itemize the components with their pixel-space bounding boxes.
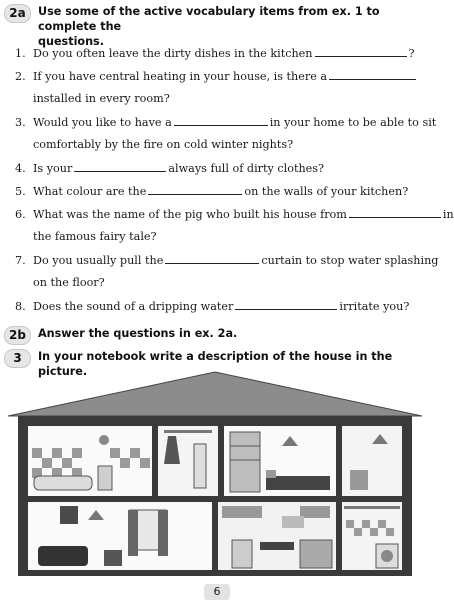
exercise-badge-2a: 2a [4,4,31,23]
question-text: Does the sound of a dripping water [33,300,234,313]
cooker [300,540,332,568]
question-4 [15,160,324,176]
question-number: 2. [15,70,26,83]
washbasin [98,466,112,490]
question-text: If you have central heating in your house, is there a [33,70,328,83]
question-number: 1. [15,47,26,60]
answer-blank[interactable] [148,183,242,195]
question-number: 7. [15,254,26,267]
question-8 [15,298,409,314]
exercise-3-instruction: In your notebook write a description of the house in the picture. [38,350,393,378]
question-text: Is your [33,162,73,175]
question-6 [15,206,454,222]
side-table [104,550,122,566]
question-text-end: in [442,208,454,221]
exercise-2a-header [4,4,435,49]
kitchen-table [260,542,294,550]
house-cross-section-illustration [0,370,435,582]
question-text-end: in your home to be able to sit [269,116,437,129]
question-text-end: on the walls of your kitchen? [244,185,409,198]
chair [232,540,252,568]
exercise-2b-header [4,326,237,345]
question-2 [15,68,418,84]
question-text-end: always full of dirty clothes? [168,162,325,175]
small-cabinet [350,470,368,490]
question-1 [15,45,415,61]
bathtub [34,476,92,490]
clothesline [344,506,400,509]
question-text: What was the name of the pig who built his house from [33,208,347,221]
question-text: Do you often leave the dirty dishes in the kitchen [33,47,313,60]
question-7-continuation: on the floor? [33,276,105,289]
bed [266,476,330,490]
question-number: 8. [15,300,26,313]
exercise-badge-2b: 2b [4,326,31,345]
exercise-badge-3: 3 [4,349,31,368]
question-3 [15,114,436,130]
kitchen-cabinets [222,506,262,518]
instruction-line-2: questions. [38,35,104,48]
question-text: What colour are the [33,185,147,198]
question-3-continuation: comfortably by the fire on cold winter nights? [33,138,294,151]
question-text-end: irritate you? [339,300,410,313]
roof [8,372,422,416]
question-number: 5. [15,185,26,198]
answer-blank[interactable] [235,298,337,310]
sofa [38,546,88,566]
mirror [194,444,206,488]
exercise-2b-instruction: Answer the questions in ex. 2a. [38,327,238,340]
curtain-right [158,510,168,556]
instruction-line-1: Use some of the active vocabulary items from ex. 1 to complete the [38,5,380,33]
question-number: 4. [15,162,26,175]
question-2-continuation: installed in every room? [33,92,170,105]
clothes-rail [164,430,212,433]
answer-blank[interactable] [165,252,259,264]
question-text: Do you usually pull the [33,254,164,267]
wall-picture [60,506,78,524]
question-5 [15,183,408,199]
question-7 [15,252,438,268]
curtain-left [128,510,138,556]
question-text-end: ? [408,47,415,60]
page-number: 6 [204,584,230,600]
question-6-continuation: the famous fairy tale? [33,230,157,243]
question-text-end: curtain to stop water splashing [261,254,439,267]
bathroom-lamp [99,435,109,445]
question-text: Would you like to have a [33,116,172,129]
question-number: 3. [15,116,26,129]
answer-blank[interactable] [349,206,441,218]
question-number: 6. [15,208,26,221]
bookshelf [230,432,260,492]
answer-blank[interactable] [174,114,268,126]
answer-blank[interactable] [315,45,407,57]
answer-blank[interactable] [329,68,416,80]
exercise-2a-instruction [38,4,435,49]
answer-blank[interactable] [74,160,166,172]
cooker-hood [282,516,304,528]
